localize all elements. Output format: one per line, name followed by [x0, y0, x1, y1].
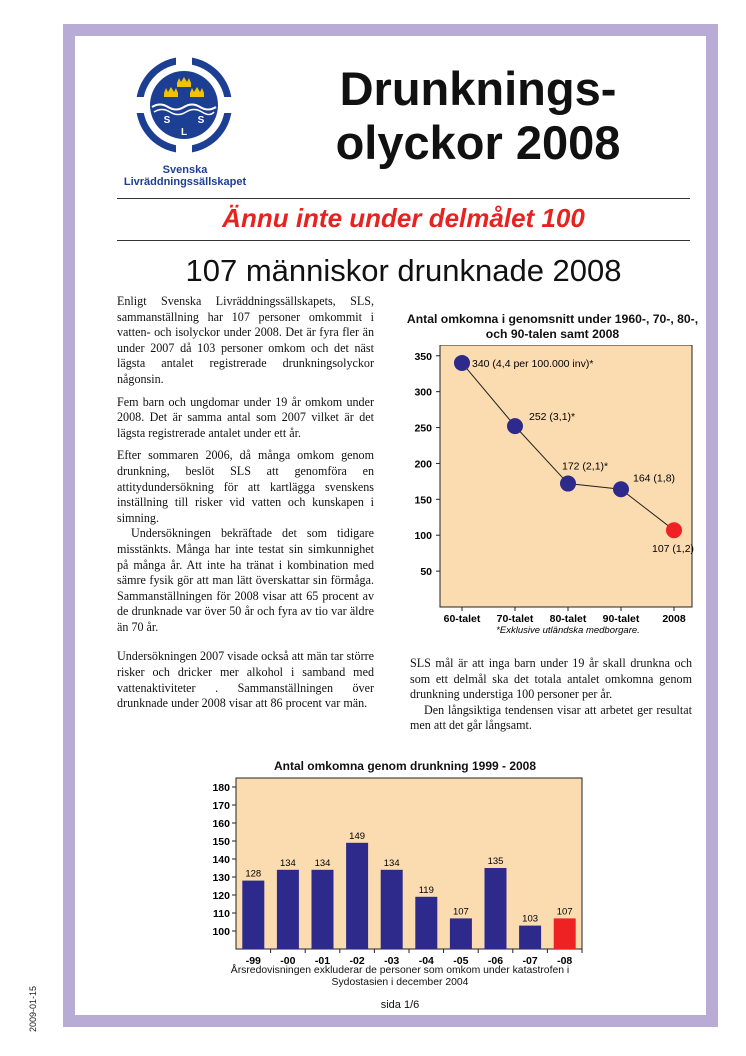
x-tick-label: 80-talet: [549, 613, 587, 625]
data-point: [560, 476, 576, 492]
data-label: 134: [314, 857, 331, 869]
bar: [485, 868, 507, 949]
divider-top: [117, 198, 690, 199]
bar: [450, 918, 472, 949]
bar: [277, 870, 299, 949]
chart-averages: [400, 345, 700, 640]
y-tick-label: 150: [212, 836, 230, 848]
x-tick-label: 70-talet: [496, 613, 534, 625]
x-tick-label: -04: [418, 955, 434, 967]
data-label: 134: [279, 857, 296, 869]
bar: [242, 881, 264, 949]
data-label: 135: [487, 856, 504, 867]
data-point: [666, 522, 682, 538]
data-label: 128: [245, 868, 262, 880]
data-label: 103: [522, 913, 539, 925]
paragraph: Undersökningen bekräftade det som tidigare misstänkts. Många har inte testat sin simkunnighet på många år. Att inte ha tränat i kombination med sämre fysik gör att man lätt överskattar sin förmåga. Sammanställningen för 2008 visar att 65 procent av de drunknade var över 50 år och fyra av tio var äldre än 70 år.: [117, 526, 374, 634]
headline: 107 människor drunknade 2008: [185, 253, 622, 288]
y-tick-label: 110: [213, 908, 230, 920]
x-tick-label: -07: [522, 955, 538, 967]
right-column: [410, 656, 692, 741]
x-tick-label: -01: [314, 955, 331, 967]
chart2-title: Antal omkomna genom drunkning 1999 - 2008: [273, 759, 537, 773]
x-tick-label: -06: [487, 955, 504, 967]
footnote: *Exklusive utländska medborgare.: [496, 625, 640, 636]
chart2-note: Årsredovisningen exkluderar de personer som omkom under katastrofen i Sydostasien i december 2004: [230, 965, 570, 988]
paragraph: Fem barn och ungdomar under 19 år omkom under 2008. Det är samma antal som 2007 vilket är det lägsta registrerade antalet under ett år.: [117, 394, 374, 440]
data-point: [507, 418, 523, 434]
y-tick-label: 120: [212, 890, 230, 902]
paragraph: Den långsiktiga tendensen visar att arbetet ger resultat men att det går långsamt.: [410, 702, 692, 733]
y-tick-label: 130: [212, 872, 230, 884]
svg-text:L: L: [180, 127, 188, 138]
y-tick-label: 50: [420, 566, 432, 579]
x-tick-label: -02: [349, 955, 365, 967]
data-label: 149: [349, 830, 366, 842]
data-label: 134: [383, 857, 400, 869]
x-tick-label: 2008: [662, 613, 686, 625]
data-label: 252 (3,1)*: [529, 411, 576, 424]
bar: [381, 870, 403, 949]
data-label: 107: [452, 906, 469, 918]
svg-text:S: S: [197, 115, 205, 126]
paragraph: Undersökningen 2007 visade också att män tar större risker och dricker mer alkohol i samband med vattenaktiviteter . Sammanställningen över drunknade under 2008 visar att 86 procent var män.: [117, 649, 374, 711]
y-tick-label: 170: [212, 800, 230, 812]
date-stamp: 2009-01-15: [28, 985, 38, 1032]
y-tick-label: 100: [212, 926, 230, 938]
y-tick-label: 200: [414, 458, 432, 471]
y-tick-label: 180: [212, 782, 230, 794]
chart-yearly: [180, 776, 600, 968]
data-label: 164 (1,8): [633, 472, 676, 485]
x-tick-label: -99: [245, 955, 261, 967]
y-tick-label: 300: [414, 386, 432, 399]
page-subtitle: Ännu inte under delmålet 100: [222, 203, 585, 233]
data-label: 107: [556, 906, 573, 918]
x-tick-label: -03: [384, 955, 400, 967]
y-tick-label: 160: [212, 818, 230, 830]
y-tick-label: 350: [414, 350, 432, 363]
y-tick-label: 100: [414, 530, 432, 543]
x-tick-label: -05: [453, 955, 469, 967]
page-title: Drunknings- olyckor 2008: [335, 62, 621, 169]
x-tick-label: -00: [280, 955, 296, 967]
sls-logo-icon: [134, 55, 234, 155]
svg-text:S: S: [163, 115, 171, 126]
bar: [554, 918, 576, 949]
chart1-title: Antal omkomna i genomsnitt under 1960-, 70-, 80-, och 90-talen samt 2008: [406, 312, 699, 341]
paragraph: Enligt Svenska Livräddningssällskapets, SLS, sammanställning har 107 personer omkommit i vatten- och isolyckor under 2008. Det är fyra fler än under 2007 då 103 personer omkom och det näst lägsta antalet registrerade drunkningsolyckor någonsin.: [117, 294, 374, 386]
paragraph: Efter sommaren 2006, då många omkom genom drunkning, beslöt SLS att genomföra en attitydundersökning för att kartlägga svenskens inställning till risker vid vatten och kunskapen i simning.: [117, 448, 374, 525]
data-point: [613, 481, 629, 497]
data-label: 119: [418, 884, 434, 896]
bar: [312, 870, 334, 949]
paragraph: SLS mål är att inga barn under 19 år skall drunkna och som ett delmål ska det totala antalet omkomna genom drunkning understiga 100 personer per år.: [410, 656, 692, 702]
divider-bottom: [117, 240, 690, 241]
y-tick-label: 250: [414, 422, 432, 435]
y-tick-label: 140: [212, 854, 230, 866]
y-tick-label: 150: [414, 494, 432, 507]
data-label: 107 (1,2): [652, 543, 695, 556]
data-label: 340 (4,4 per 100.000 inv)*: [472, 357, 594, 370]
data-point: [454, 355, 470, 371]
logo-name: Svenska Livräddningssällskapet: [123, 164, 247, 188]
left-column: [117, 294, 374, 719]
x-tick-label: -08: [557, 955, 573, 967]
x-tick-label: 90-talet: [602, 613, 640, 625]
page-number: sida 1/6: [380, 999, 420, 1011]
bar: [346, 843, 368, 949]
x-tick-label: 60-talet: [443, 613, 481, 625]
data-label: 172 (2,1)*: [562, 460, 609, 473]
bar: [519, 926, 541, 949]
bar: [415, 897, 437, 949]
